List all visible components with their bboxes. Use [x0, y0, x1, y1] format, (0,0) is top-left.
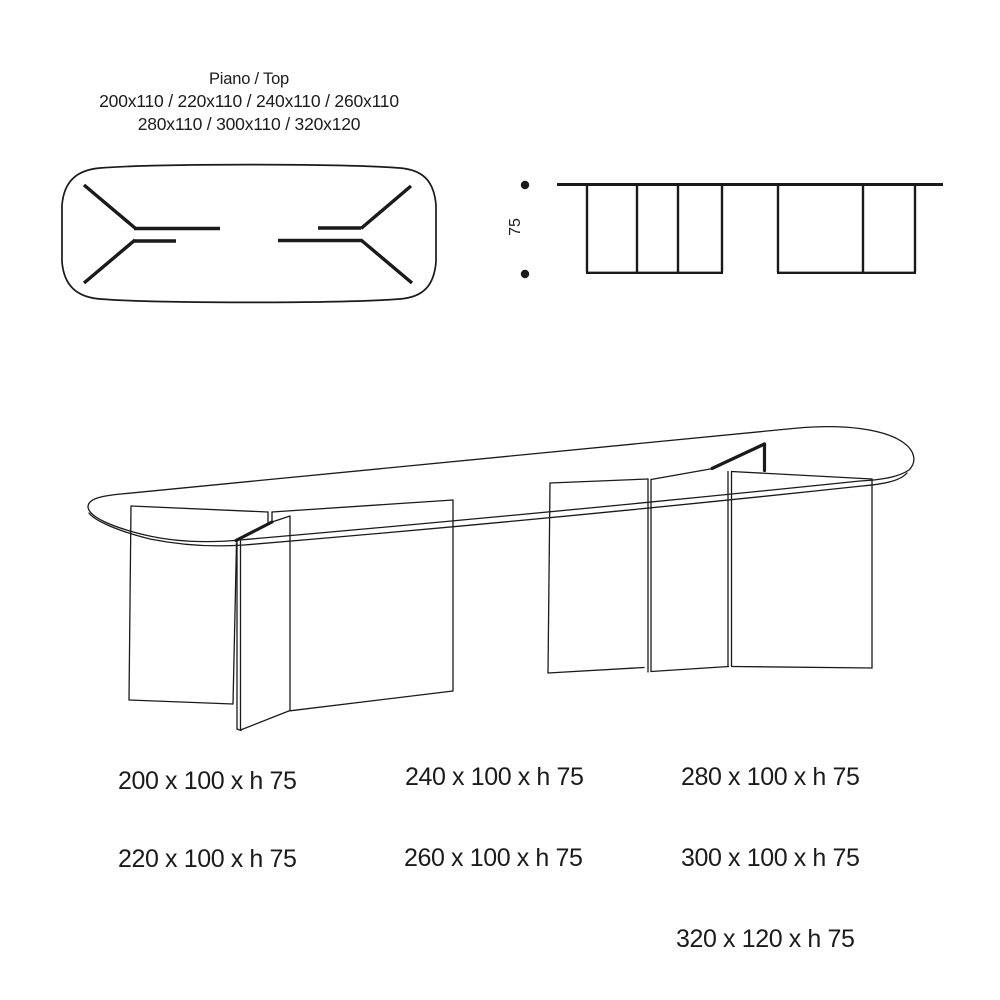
size-label: 260 x 100 x h 75: [404, 844, 583, 872]
perspective-right-leg-top-edge-bold: [712, 444, 765, 469]
perspective-view-drawing: [88, 427, 914, 731]
perspective-right-leg: [548, 444, 872, 673]
perspective-tabletop-outline: [88, 427, 914, 542]
top-sizes-line-1: 200x110 / 220x110 / 240x110 / 260x110: [99, 91, 399, 111]
height-dimension-label: 75: [507, 218, 524, 236]
height-dimension-dot-top: [521, 181, 529, 189]
size-label: 300 x 100 x h 75: [681, 844, 860, 872]
elevation-view-drawing: [521, 181, 943, 278]
plan-leg-marks: [84, 185, 412, 283]
drawing-title: Piano / Top: [208, 70, 290, 88]
height-dimension-dot-bottom: [521, 270, 529, 278]
perspective-left-leg: [129, 500, 453, 731]
elevation-right-leg: [777, 186, 916, 273]
size-label: 280 x 100 x h 75: [681, 763, 860, 791]
plan-tabletop-outline: [62, 165, 436, 303]
size-label: 200 x 100 x h 75: [118, 767, 297, 795]
top-sizes-line-2: 280x110 / 300x110 / 320x120: [137, 114, 361, 134]
size-label: 240 x 100 x h 75: [405, 763, 584, 791]
size-label: 220 x 100 x h 75: [118, 845, 297, 873]
elevation-left-leg: [586, 186, 723, 273]
plan-view-drawing: [62, 165, 436, 303]
size-label: 320 x 120 x h 75: [676, 925, 855, 953]
title-block: [58, 69, 440, 136]
